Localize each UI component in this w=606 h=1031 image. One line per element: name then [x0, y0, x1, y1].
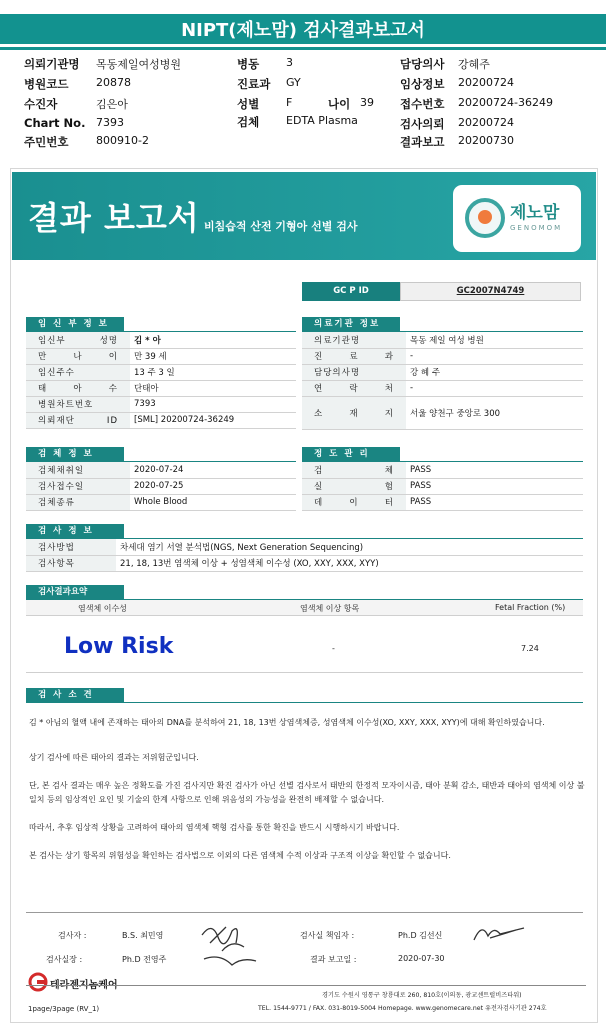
- row-label: 소 재 지: [302, 396, 406, 429]
- row-value: 13 주 3 일: [130, 364, 296, 380]
- table-row: [26, 332, 296, 348]
- tester-signature: [196, 915, 266, 973]
- row-label: 검체채취일: [26, 462, 130, 478]
- summary-header: Fetal Fraction (%): [495, 603, 566, 612]
- header-label: 검사의뢰: [400, 117, 445, 131]
- lab-resp-signature: [470, 918, 530, 948]
- table-row: [302, 462, 583, 478]
- lab-head-name: Ph.D 전영주: [122, 955, 167, 964]
- header-label: 임상정보: [400, 77, 445, 91]
- finding-paragraph: 단, 본 검사 결과는 매우 높은 정확도를 가진 검사지만 확진 검사가 아닌 선별 검사로서 태반의 한정적 모자이시즘, 태아 분획 감소, 태반과 태아의 염색체 이상 불일치 등의 임상적인 요인 및 기술의 한계 사항으로 인해 위음성의 가능성을 완전히 배제할 수 없습니다.: [29, 781, 585, 804]
- table-row: [302, 364, 583, 380]
- row-value: Whole Blood: [130, 494, 296, 510]
- row-value: 목동 제일 여성 병원: [406, 332, 583, 348]
- header-label: 성별: [237, 97, 260, 111]
- logo-subtext: GENOMOM: [510, 224, 563, 232]
- header-label: 결과보고: [400, 135, 445, 149]
- header-label: 병동: [237, 57, 260, 71]
- page-indicator: 1page/3page (RV_1): [28, 1005, 100, 1013]
- institution-table: [302, 332, 583, 430]
- header-label: 검체: [237, 115, 260, 129]
- row-value: 2020-07-25: [130, 478, 296, 494]
- finding-paragraph: 상기 검사에 따른 태아의 결과는 저위험군입니다.: [29, 753, 199, 762]
- title-divider: [0, 47, 606, 50]
- section-patient: 임 신 부 정 보: [26, 317, 124, 331]
- genomom-logo-dot: [478, 210, 492, 224]
- test-table: [26, 539, 583, 572]
- section-test: 검 사 정 보: [26, 524, 124, 538]
- table-row: [26, 412, 296, 428]
- fetal-fraction: 7.24: [521, 644, 539, 653]
- row-value: 단태아: [130, 380, 296, 396]
- table-row: [26, 478, 296, 494]
- header-value: 3: [286, 56, 293, 69]
- summary-divider: [26, 672, 583, 673]
- report-date-label: 결과 보고일 :: [310, 955, 357, 964]
- section-qc: 정 도 관 리: [302, 447, 400, 461]
- row-value: 만 39 세: [130, 348, 296, 364]
- row-value: -: [406, 380, 583, 396]
- header-value: 20878: [96, 76, 131, 89]
- header-value: 39: [360, 96, 374, 109]
- header-label: 진료과: [237, 77, 271, 91]
- header-value: 김은아: [96, 98, 128, 111]
- row-label: 진 료 과: [302, 348, 406, 364]
- row-value: [SML] 20200724-36249: [130, 412, 296, 428]
- row-label: 실 험: [302, 478, 406, 494]
- specimen-table: [26, 462, 296, 511]
- tester-name: B.S. 최민영: [122, 931, 164, 940]
- header-value: 20200724-36249: [458, 96, 553, 109]
- row-label: 임신주수: [26, 364, 130, 380]
- table-row: [302, 380, 583, 396]
- banner-subtitle: 비침습적 산전 기형아 선별 검사: [204, 220, 358, 233]
- row-label: 의료기관명: [302, 332, 406, 348]
- header-label: 접수번호: [400, 97, 445, 111]
- header-label: 나이: [328, 97, 351, 111]
- header-value: 800910-2: [96, 134, 149, 147]
- section-specimen: 검 체 정 보: [26, 447, 124, 461]
- theragen-logo-icon: [28, 972, 48, 992]
- row-value: 21, 18, 13번 염색체 이상 + 성염색체 이수성 (XO, XXY, XXX, XYY): [116, 555, 583, 571]
- footer-address: 경기도 수원시 영통구 창룡대로 260, 810호(이의동, 광교센트럴비즈타워): [322, 992, 522, 999]
- footer-divider: [26, 985, 586, 986]
- summary-header: 염색체 이상 항목: [300, 604, 360, 613]
- header-value: 7393: [96, 116, 124, 129]
- lab-resp-name: Ph.D 김선신: [398, 931, 443, 940]
- row-label: 검사방법: [26, 539, 116, 555]
- row-value: 김 * 아: [130, 332, 296, 348]
- signature-divider: [26, 912, 583, 913]
- row-value: 2020-07-24: [130, 462, 296, 478]
- table-row: [26, 380, 296, 396]
- lab-resp-label: 검사실 책임자 :: [300, 931, 355, 940]
- summary-header: 염색체 이수성: [78, 604, 127, 613]
- tester-label: 검사자 :: [58, 931, 87, 940]
- row-label: 검체종류: [26, 494, 130, 510]
- table-row: [26, 348, 296, 364]
- header-label: Chart No.: [24, 116, 86, 130]
- header-label: 담당의사: [400, 57, 445, 71]
- table-row: [302, 332, 583, 348]
- table-row: [26, 462, 296, 478]
- section-institution: 의료기관 정보: [302, 317, 400, 331]
- lab-head-label: 검사실장 :: [46, 955, 83, 964]
- row-label: 의뢰재단 ID: [26, 412, 130, 428]
- row-value: 차세대 염기 서열 분석법(NGS, Next Generation Sequencing): [116, 539, 583, 555]
- banner-heading: 결과 보고서: [28, 199, 200, 237]
- gcp-id-value: GC2007N4749: [400, 282, 581, 301]
- table-row: [26, 364, 296, 380]
- risk-result: Low Risk: [64, 634, 174, 659]
- row-value: -: [406, 348, 583, 364]
- finding-paragraph: 김 * 아님의 혈액 내에 존재하는 태아의 DNA를 분석하여 21, 18, 13번 상염색체증, 성염색체 이수성(XO, XXY, XXX, XYY)에 대해 확인하였습니다.: [29, 718, 545, 727]
- row-value: 7393: [130, 396, 296, 412]
- row-label: 만 나 이: [26, 348, 130, 364]
- logo-text: 제노맘: [510, 203, 560, 223]
- header-label: 의뢰기관명: [24, 57, 80, 71]
- header-label: 주민번호: [24, 135, 69, 149]
- row-label: 연 락 처: [302, 380, 406, 396]
- qc-table: [302, 462, 583, 511]
- summary-item: -: [332, 644, 335, 653]
- row-label: 담당의사명: [302, 364, 406, 380]
- section-divider: [26, 702, 583, 703]
- row-label: 검 체: [302, 462, 406, 478]
- row-value: PASS: [406, 462, 583, 478]
- row-label: 임신부 성명: [26, 332, 130, 348]
- patient-table: [26, 332, 296, 429]
- section-findings: 검 사 소 견: [26, 688, 124, 702]
- table-row: [26, 555, 583, 571]
- footer-contact: TEL. 1544-9771 / FAX. 031-8019-5004 Homepage. www.genomecare.net 유전자검사기관 274호: [258, 1005, 547, 1012]
- table-row: [302, 494, 583, 510]
- row-value: 강 혜 주: [406, 364, 583, 380]
- header-value: GY: [286, 76, 301, 89]
- table-row: [26, 494, 296, 510]
- row-value: 서울 양천구 중앙로 300: [406, 396, 583, 429]
- row-label: 데 이 터: [302, 494, 406, 510]
- company-name: [50, 976, 118, 991]
- header-label: 병원코드: [24, 77, 69, 91]
- finding-paragraph: 본 검사는 상기 항목의 위험성을 확인하는 검사법으로 이외의 다른 염색체 수적 이상과 구조적 이상을 확인할 수 없습니다.: [29, 851, 451, 860]
- report-title: NIPT(제노맘) 검사결과보고서: [0, 14, 606, 47]
- report-date: 2020-07-30: [398, 954, 445, 963]
- header-value: 20200730: [458, 134, 514, 147]
- header-value: 20200724: [458, 116, 514, 129]
- row-value: PASS: [406, 478, 583, 494]
- table-row: [26, 539, 583, 555]
- table-row: [302, 396, 583, 429]
- row-value: PASS: [406, 494, 583, 510]
- row-label: 병원차트번호: [26, 396, 130, 412]
- header-value: 강혜주: [458, 58, 490, 71]
- row-label: 태 아 수: [26, 380, 130, 396]
- finding-paragraph: 따라서, 추후 임상적 상황을 고려하여 태아의 염색체 핵형 검사를 통한 확진을 반드시 시행하시기 바랍니다.: [29, 823, 400, 832]
- header-value: EDTA Plasma: [286, 114, 358, 127]
- header-value: 목동제일여성병원: [96, 58, 182, 71]
- header-value: F: [286, 96, 293, 109]
- row-label: 검사접수일: [26, 478, 130, 494]
- row-label: 검사항목: [26, 555, 116, 571]
- section-summary: 검사결과요약: [26, 585, 124, 599]
- table-row: [26, 396, 296, 412]
- header-value: 20200724: [458, 76, 514, 89]
- table-row: [302, 478, 583, 494]
- table-row: [302, 348, 583, 364]
- gcp-id-label: GC P ID: [302, 282, 400, 301]
- header-label: 수진자: [24, 97, 58, 111]
